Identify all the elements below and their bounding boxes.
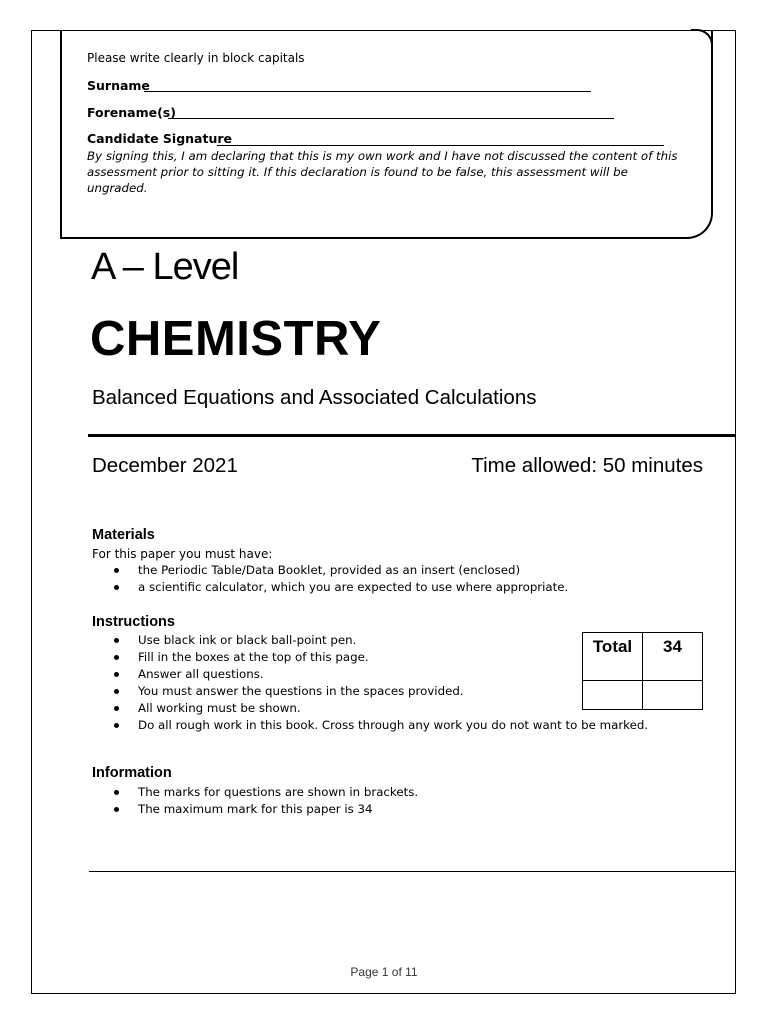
- page-number: Page 1 of 11: [350, 965, 418, 979]
- box-corner: [691, 29, 713, 51]
- total-marks-table: [582, 632, 703, 710]
- materials-intro: For this paper you must have:: [92, 547, 273, 561]
- list-item: the Periodic Table/Data Booklet, provided as an insert (enclosed): [112, 562, 568, 579]
- declaration-text: By signing this, I am declaring that this is my own work and I have not discussed the content of this assessment prior to sitting it. If this declaration is found to be false, this assessment will be ungraded.: [87, 149, 678, 195]
- total-value-cell: [643, 633, 703, 681]
- total-value: 34: [663, 637, 682, 656]
- materials-heading: Materials: [92, 527, 155, 543]
- list-item: Use black ink or black ball-point pen.: [112, 632, 648, 649]
- footer-divider: [89, 871, 735, 872]
- surname-field[interactable]: [144, 78, 591, 92]
- block-capitals-instruction: Please write clearly in block capitals: [87, 51, 305, 65]
- list-item: Fill in the boxes at the top of this page.: [112, 649, 648, 666]
- instructions-list: [112, 632, 648, 735]
- information-heading: Information: [92, 765, 172, 781]
- signature-field[interactable]: [217, 131, 664, 146]
- score-cell[interactable]: [583, 681, 643, 710]
- signature-label: Candidate Signature: [87, 131, 233, 146]
- instructions-heading: Instructions: [92, 614, 175, 630]
- time-allowed: Time allowed: 50 minutes: [471, 454, 703, 477]
- information-list: [112, 784, 418, 818]
- list-item: Answer all questions.: [112, 666, 648, 683]
- paper-topic: Balanced Equations and Associated Calculations: [92, 386, 537, 409]
- list-item: Do all rough work in this book. Cross through any work you do not want to be marked.: [112, 717, 648, 734]
- score-cell[interactable]: [643, 681, 703, 710]
- subject-title: CHEMISTRY: [90, 312, 382, 366]
- total-label: Total: [592, 637, 633, 656]
- materials-list: [112, 562, 568, 596]
- list-item: The maximum mark for this paper is 34: [112, 801, 418, 818]
- list-item: You must answer the questions in the spaces provided.: [112, 683, 648, 700]
- exam-date: December 2021: [92, 454, 238, 477]
- list-item: All working must be shown.: [112, 700, 648, 717]
- total-label-cell: [583, 633, 643, 681]
- forename-field[interactable]: [168, 105, 614, 119]
- surname-label: Surname: [87, 78, 150, 93]
- list-item: The marks for questions are shown in brackets.: [112, 784, 418, 801]
- divider: [88, 434, 735, 437]
- forename-label: Forename(s): [87, 105, 176, 120]
- qualification-level: A – Level: [91, 246, 239, 288]
- list-item: a scientific calculator, which you are expected to use where appropriate.: [112, 579, 568, 596]
